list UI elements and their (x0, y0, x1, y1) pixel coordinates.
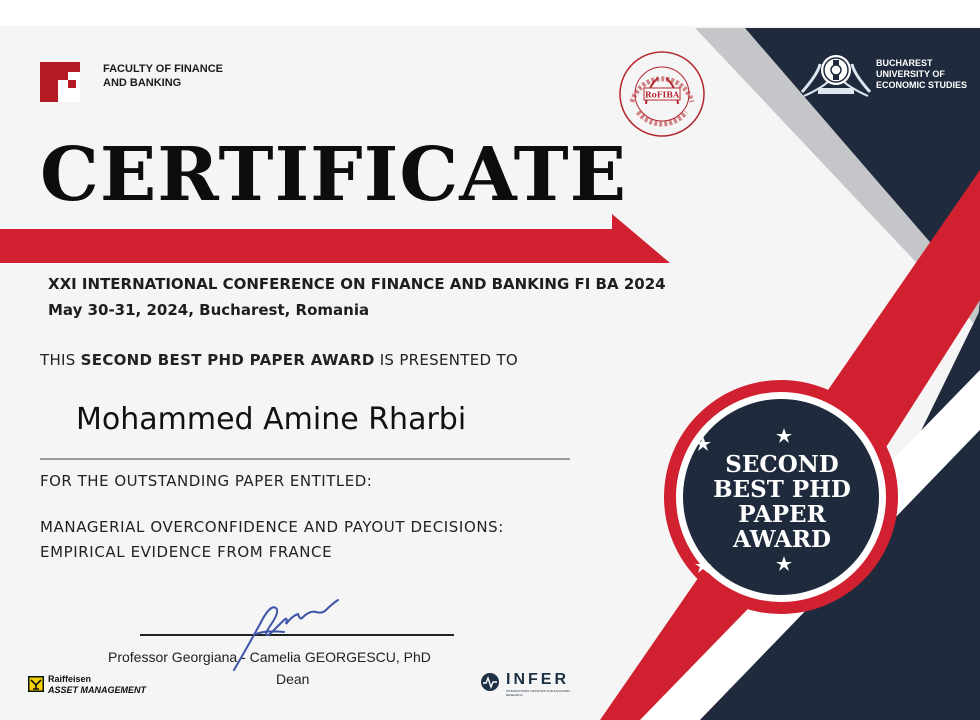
recipient-underline (40, 458, 570, 460)
rofiba-seal-icon (618, 50, 706, 138)
presented-statement (40, 350, 518, 370)
presented-prefix: THIS (40, 351, 76, 369)
university-name-line1: BUCHAREST (876, 58, 933, 68)
raiffeisen-name: Raiffeisen (48, 674, 92, 684)
badge-line4: AWARD (733, 526, 831, 553)
university-name (876, 58, 980, 91)
faculty-logo-icon (40, 62, 80, 102)
signatory-name: Professor Georgiana - Camelia GEORGESCU, PhD (108, 649, 431, 665)
raiffeisen-division: ASSET MANAGEMENT (48, 685, 147, 695)
paper-title (40, 515, 640, 565)
ase-crest-icon (800, 52, 872, 100)
university-name-line2: UNIVERSITY OF (876, 69, 945, 79)
recipient-name: Mohammed Amine Rharbi (76, 402, 467, 437)
university-name-line3: ECONOMIC STUDIES (876, 80, 968, 90)
infer-subtitle: INTERNATIONAL NETWORK FOR ECONOMIC RESEARCH (506, 689, 571, 697)
paper-intro: FOR THE OUTSTANDING PAPER ENTITLED: (40, 472, 373, 490)
badge-line1: SECOND (725, 451, 839, 478)
award-name: SECOND BEST PHD PAPER AWARD (80, 351, 375, 369)
signatory-role: Dean (276, 671, 310, 687)
paper-title-line1: MANAGERIAL OVERCONFIDENCE AND PAYOUT DECISIONS: (40, 518, 504, 536)
award-badge (692, 452, 872, 552)
badge-line3: PAPER (738, 501, 826, 528)
paper-title-line2: EMPIRICAL EVIDENCE FROM FRANCE (40, 543, 333, 561)
conference-date-location: May 30-31, 2024, Bucharest, Romania (48, 301, 370, 319)
presented-suffix: IS PRESENTED TO (379, 351, 519, 369)
red-ribbon-tip (612, 214, 670, 263)
certificate-title: CERTIFICATE (40, 132, 628, 218)
red-ribbon (0, 229, 612, 263)
infer-globe-icon (480, 672, 500, 692)
top-margin (0, 0, 980, 26)
infer-name: INFER (506, 671, 569, 688)
faculty-name (103, 62, 253, 90)
faculty-name-line1: FACULTY OF FINANCE (103, 63, 223, 75)
svg-text:RoFIBA: RoFIBA (644, 89, 680, 100)
badge-line2: BEST PHD (713, 476, 851, 503)
raiffeisen-logo-icon (28, 676, 44, 692)
faculty-name-line2: AND BANKING (103, 77, 182, 89)
conference-name: XXI INTERNATIONAL CONFERENCE ON FINANCE AND BANKING FI BA 2024 (48, 275, 666, 293)
